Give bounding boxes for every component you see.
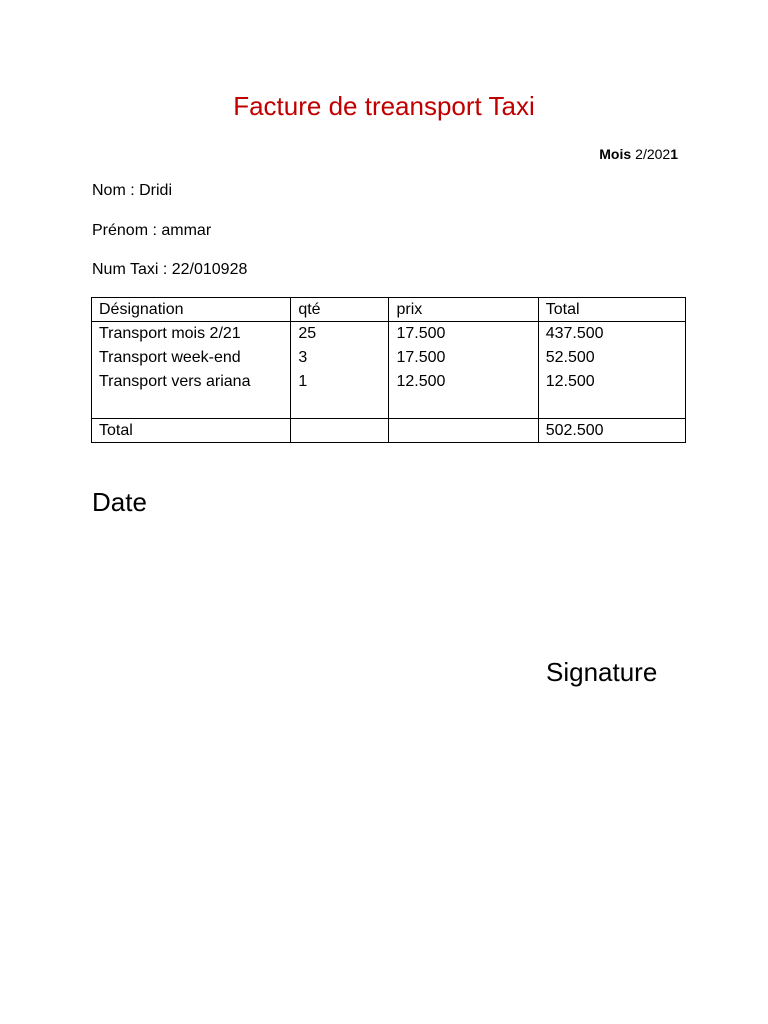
prix-cell xyxy=(389,322,538,419)
total-cell xyxy=(538,322,685,419)
signature-label: Signature xyxy=(546,657,658,687)
qte-item: 25 xyxy=(298,325,317,342)
qte-cell xyxy=(291,322,389,419)
designation-item: Transport week-end xyxy=(99,349,241,366)
total-item: 12.500 xyxy=(545,373,595,390)
client-prenom: Prénom : ammar xyxy=(92,222,212,239)
footer-total-label: Total xyxy=(92,419,291,443)
prix-item: 17.500 xyxy=(396,349,446,366)
footer-qte xyxy=(291,419,389,443)
date-label: Date xyxy=(92,487,147,517)
prix-item: 17.500 xyxy=(396,325,446,342)
header-qte: qté xyxy=(291,298,389,322)
footer-total-value: 502.500 xyxy=(538,419,685,443)
total-item: 437.500 xyxy=(545,325,604,342)
prix-item: 12.500 xyxy=(396,373,446,390)
qte-item: 1 xyxy=(298,373,308,390)
designation-item: Transport mois 2/21 xyxy=(99,325,241,342)
total-item: 52.500 xyxy=(545,349,595,366)
invoice-title: Facture de treansport Taxi xyxy=(233,91,535,121)
table-header-row xyxy=(92,298,686,322)
table-body-row xyxy=(92,322,686,419)
invoice-table xyxy=(91,297,686,443)
designation-cell xyxy=(92,322,291,419)
designation-item: Transport vers ariana xyxy=(99,373,251,390)
client-num-taxi: Num Taxi : 22/010928 xyxy=(92,261,248,278)
month-label: Mois xyxy=(599,146,632,162)
month-value-last-digit: 1 xyxy=(670,146,678,162)
header-prix: prix xyxy=(389,298,538,322)
month-value: 2/202 xyxy=(635,146,671,162)
client-nom: Nom : Dridi xyxy=(92,182,173,199)
invoice-month xyxy=(599,144,678,164)
header-designation: Désignation xyxy=(92,298,291,322)
header-total: Total xyxy=(538,298,685,322)
qte-item: 3 xyxy=(298,349,308,366)
table-footer-row xyxy=(92,419,686,443)
footer-prix xyxy=(389,419,538,443)
